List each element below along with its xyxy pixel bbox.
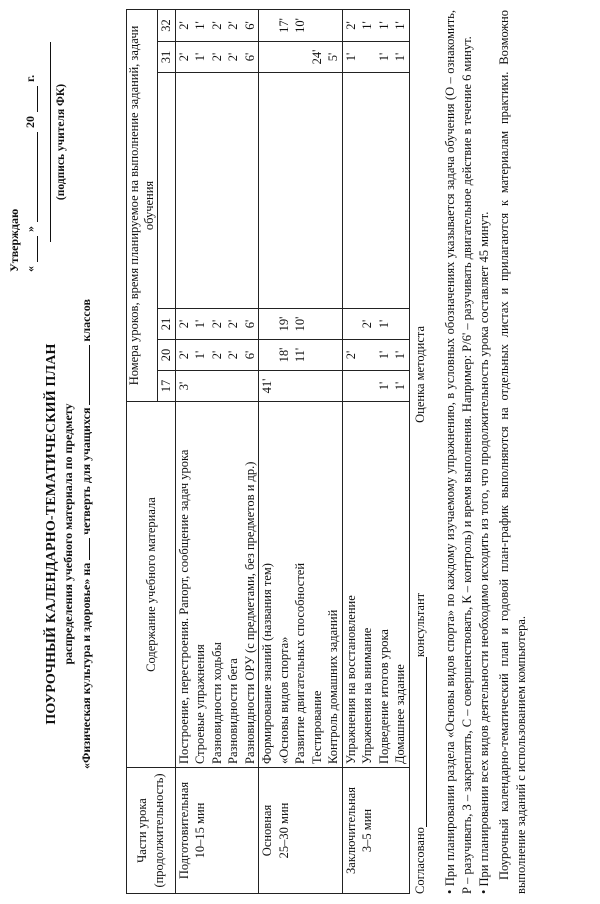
time-value: [309, 76, 326, 305]
lesson-number: 21: [158, 309, 176, 340]
content-item: Тестирование: [309, 690, 324, 764]
part-name: Заключительная: [343, 787, 358, 874]
content-item: Домашнее задание: [393, 664, 407, 764]
content-item: Формирование знаний (названия тем): [260, 563, 274, 764]
agreed-label: Согласовано: [413, 827, 427, 894]
time-value: 1': [376, 319, 391, 329]
time-value: 2': [226, 319, 240, 329]
time-value: 2': [360, 319, 374, 329]
part-duration: 3–5 мин: [360, 808, 374, 853]
year-suffix: г.: [23, 74, 37, 82]
lesson-number: 32: [158, 9, 176, 41]
notes-block: [442, 10, 530, 894]
part-cell: [175, 768, 259, 894]
time-value: [276, 374, 293, 398]
time-value: [359, 45, 376, 69]
part-cell: [342, 768, 409, 894]
time-value: 3': [176, 381, 191, 391]
time-value: [309, 343, 326, 367]
content-item: Упражнения на восстановление: [343, 595, 358, 764]
year-blank: [25, 86, 38, 112]
methodist-label: Оценка методиста: [413, 325, 427, 423]
time-value: [325, 374, 342, 398]
time-value: 1': [193, 319, 207, 329]
time-value: [259, 13, 276, 38]
time-value: 1': [393, 350, 407, 360]
part-duration: 25–30 мин: [276, 802, 291, 859]
time-value: [309, 374, 326, 398]
time-value: [225, 374, 242, 398]
time-value: 1': [393, 381, 407, 391]
time-value: 1': [193, 52, 207, 62]
time-value: [276, 45, 293, 69]
lesson-time-cell: [175, 371, 259, 402]
approval-label: Утверждаю: [7, 208, 21, 272]
title-line-2: распределения учебного материала по предмету: [61, 403, 75, 665]
title-line-1: ПОУРОЧНЫЙ КАЛЕНДАРНО-ТЕМАТИЧЕСКИЙ ПЛАН: [44, 343, 59, 725]
time-value: [242, 76, 259, 305]
time-value: 2': [176, 319, 191, 329]
time-value: 10': [293, 18, 307, 33]
note-3: Поурочный календарно-тематический план и годовой план-график выполняются на отдельных листах и прилагаются к материалам практики. Возможно выполнение заданий с использованием компьютера.: [497, 10, 528, 894]
time-value: [259, 45, 276, 69]
time-value: 1': [343, 52, 358, 62]
agreed-blank: [413, 657, 427, 827]
time-value: [242, 374, 259, 398]
time-value: 17': [276, 18, 291, 33]
content-item: Развитие двигательных способностей: [293, 562, 307, 764]
time-value: 1': [376, 381, 391, 391]
time-value: [259, 76, 276, 305]
approval-block: [6, 12, 69, 272]
time-value: 1': [360, 21, 374, 30]
date-open-quote: «: [23, 266, 37, 272]
time-value: [259, 312, 276, 336]
time-value: [343, 374, 360, 398]
lesson-time-cell: [342, 42, 409, 73]
content-item: Разновидности ходьбы: [209, 642, 224, 764]
time-value: 2': [343, 350, 358, 360]
part-name: Подготовительная: [176, 781, 191, 880]
lesson-time-cell: [175, 340, 259, 371]
time-value: [192, 374, 209, 398]
lesson-time-cell: [342, 340, 409, 371]
time-value: 2': [209, 52, 224, 62]
lesson-time-cell: [259, 42, 343, 73]
year-prefix: 20: [23, 116, 37, 128]
time-value: 6': [242, 52, 257, 62]
content-cell: [175, 402, 259, 768]
time-value: 6': [242, 21, 257, 30]
time-value: [309, 13, 326, 38]
time-value: 5': [326, 52, 340, 62]
quarter-blank: [77, 538, 90, 560]
header-parts: Части урока (продолжительность): [127, 768, 176, 894]
agreement-spacer: [413, 423, 428, 593]
month-blank: [25, 132, 38, 222]
lesson-number: 31: [158, 42, 176, 73]
time-value: 2': [226, 52, 240, 62]
signature-caption: (подпись учителя ФК): [55, 83, 67, 201]
time-value: 2': [176, 21, 191, 30]
part-cell: [259, 768, 343, 894]
plan-table: [126, 9, 410, 894]
agreement-line: [413, 10, 428, 894]
lesson-time-cell: [259, 340, 343, 371]
time-value: [392, 312, 409, 336]
lesson-gap-cell: [175, 73, 259, 309]
time-value: 2': [226, 21, 240, 30]
time-value: [259, 343, 276, 367]
content-cell: [342, 402, 409, 768]
time-value: 1': [376, 52, 391, 62]
time-value: 1': [393, 21, 407, 30]
note-1: • При планировании раздела «Основы видов спорта» по каждому изучаемому упражнению, в условных обозначениях указывается задача обучения (О – ознакомить, Р – разучивать, З – закреплять, С – совершенствовать, К – контроль) и время выполнения. Например: Р/6' – разучивать двигательное действие в течение 6 минут.: [443, 10, 474, 894]
title-classes: классов: [79, 299, 93, 342]
section-row: [342, 9, 409, 893]
lesson-gap-cell: [342, 73, 409, 309]
time-value: 2': [226, 350, 240, 360]
lesson-time-cell: [342, 371, 409, 402]
lesson-number: 20: [158, 340, 176, 371]
time-value: [392, 76, 409, 305]
time-value: [176, 76, 193, 305]
time-value: [325, 343, 342, 367]
time-value: [292, 45, 309, 69]
content-cell: [259, 402, 343, 768]
time-value: 1': [193, 350, 207, 360]
time-value: [209, 374, 226, 398]
time-value: [276, 76, 293, 305]
day-blank: [25, 236, 38, 262]
time-value: 6': [242, 350, 257, 360]
lesson-time-cell: [259, 371, 343, 402]
time-value: [325, 76, 342, 305]
time-value: 2': [209, 319, 224, 329]
part-duration: 10–15 мин: [193, 802, 207, 859]
time-value: [359, 343, 376, 367]
title-quarter: четверть для учащихся: [79, 407, 93, 535]
title-subject: «Физическая культура и здоровье» на: [79, 562, 93, 769]
time-value: [325, 312, 342, 336]
time-value: [359, 76, 376, 305]
time-value: [209, 76, 226, 305]
class-blank: [77, 345, 90, 405]
time-value: 6': [242, 319, 257, 329]
content-item: Строевые упражнения: [193, 644, 207, 764]
header-content: Содержание учебного материала: [127, 402, 176, 768]
time-value: [192, 76, 209, 305]
time-value: 24': [309, 49, 324, 65]
content-item: «Основы видов спорта»: [276, 636, 291, 764]
lesson-gap-cell: [259, 73, 343, 309]
consultant-label: консультант: [413, 592, 427, 658]
time-value: 1': [193, 21, 207, 30]
time-value: 1': [376, 21, 391, 30]
time-value: [292, 374, 309, 398]
lesson-time-cell: [342, 9, 409, 41]
time-value: 11': [293, 347, 307, 363]
time-value: [292, 76, 309, 305]
content-item: Построение, перестроения. Рапорт, сообщение задач урока: [176, 449, 191, 764]
signature-line: [50, 42, 51, 242]
plan-title: [44, 254, 94, 814]
time-value: 41': [260, 378, 274, 394]
approval-date-line: [22, 12, 38, 272]
content-item: Упражнения на внимание: [360, 627, 374, 764]
lesson-time-cell: [175, 9, 259, 41]
lesson-time-cell: [259, 309, 343, 340]
content-item: Подведение итогов урока: [376, 629, 391, 764]
time-value: 1': [393, 52, 407, 62]
lesson-gap: [158, 73, 176, 309]
time-value: 1': [376, 350, 391, 360]
section-row: [175, 9, 259, 893]
time-value: [225, 76, 242, 305]
time-value: [309, 312, 326, 336]
lesson-time-cell: [259, 9, 343, 41]
section-row: [259, 9, 343, 893]
time-value: 2': [209, 21, 224, 30]
time-value: [359, 374, 376, 398]
lesson-time-cell: [175, 42, 259, 73]
lesson-time-cell: [175, 309, 259, 340]
lesson-number: 17: [158, 371, 176, 402]
time-value: 2': [176, 350, 191, 360]
content-item: Контроль домашних заданий: [326, 609, 340, 764]
date-close-quote: »: [23, 226, 37, 232]
content-item: Разновидности бега: [226, 658, 240, 764]
time-value: 2': [343, 21, 358, 30]
time-value: 19': [276, 316, 291, 332]
note-2: • При планировании всех видов деятельности необходимо исходить из того, что продолжительность урока составляет 45 минут.: [477, 211, 491, 894]
lesson-time-cell: [342, 309, 409, 340]
header-lessons: Номера уроков, время планируемое на выполнение заданий, задачи обучения: [127, 9, 158, 401]
part-name: Основная: [260, 804, 274, 857]
content-item: Разновидности ОРУ (с предметами, без предметов и др.): [242, 461, 257, 764]
time-value: [376, 76, 393, 305]
time-value: [343, 76, 360, 305]
time-value: [325, 13, 342, 38]
title-line-3: [77, 254, 94, 814]
time-value: 2': [176, 52, 191, 62]
time-value: 18': [276, 347, 291, 363]
time-value: [343, 312, 360, 336]
time-value: 2': [209, 350, 224, 360]
time-value: 10': [293, 316, 307, 332]
